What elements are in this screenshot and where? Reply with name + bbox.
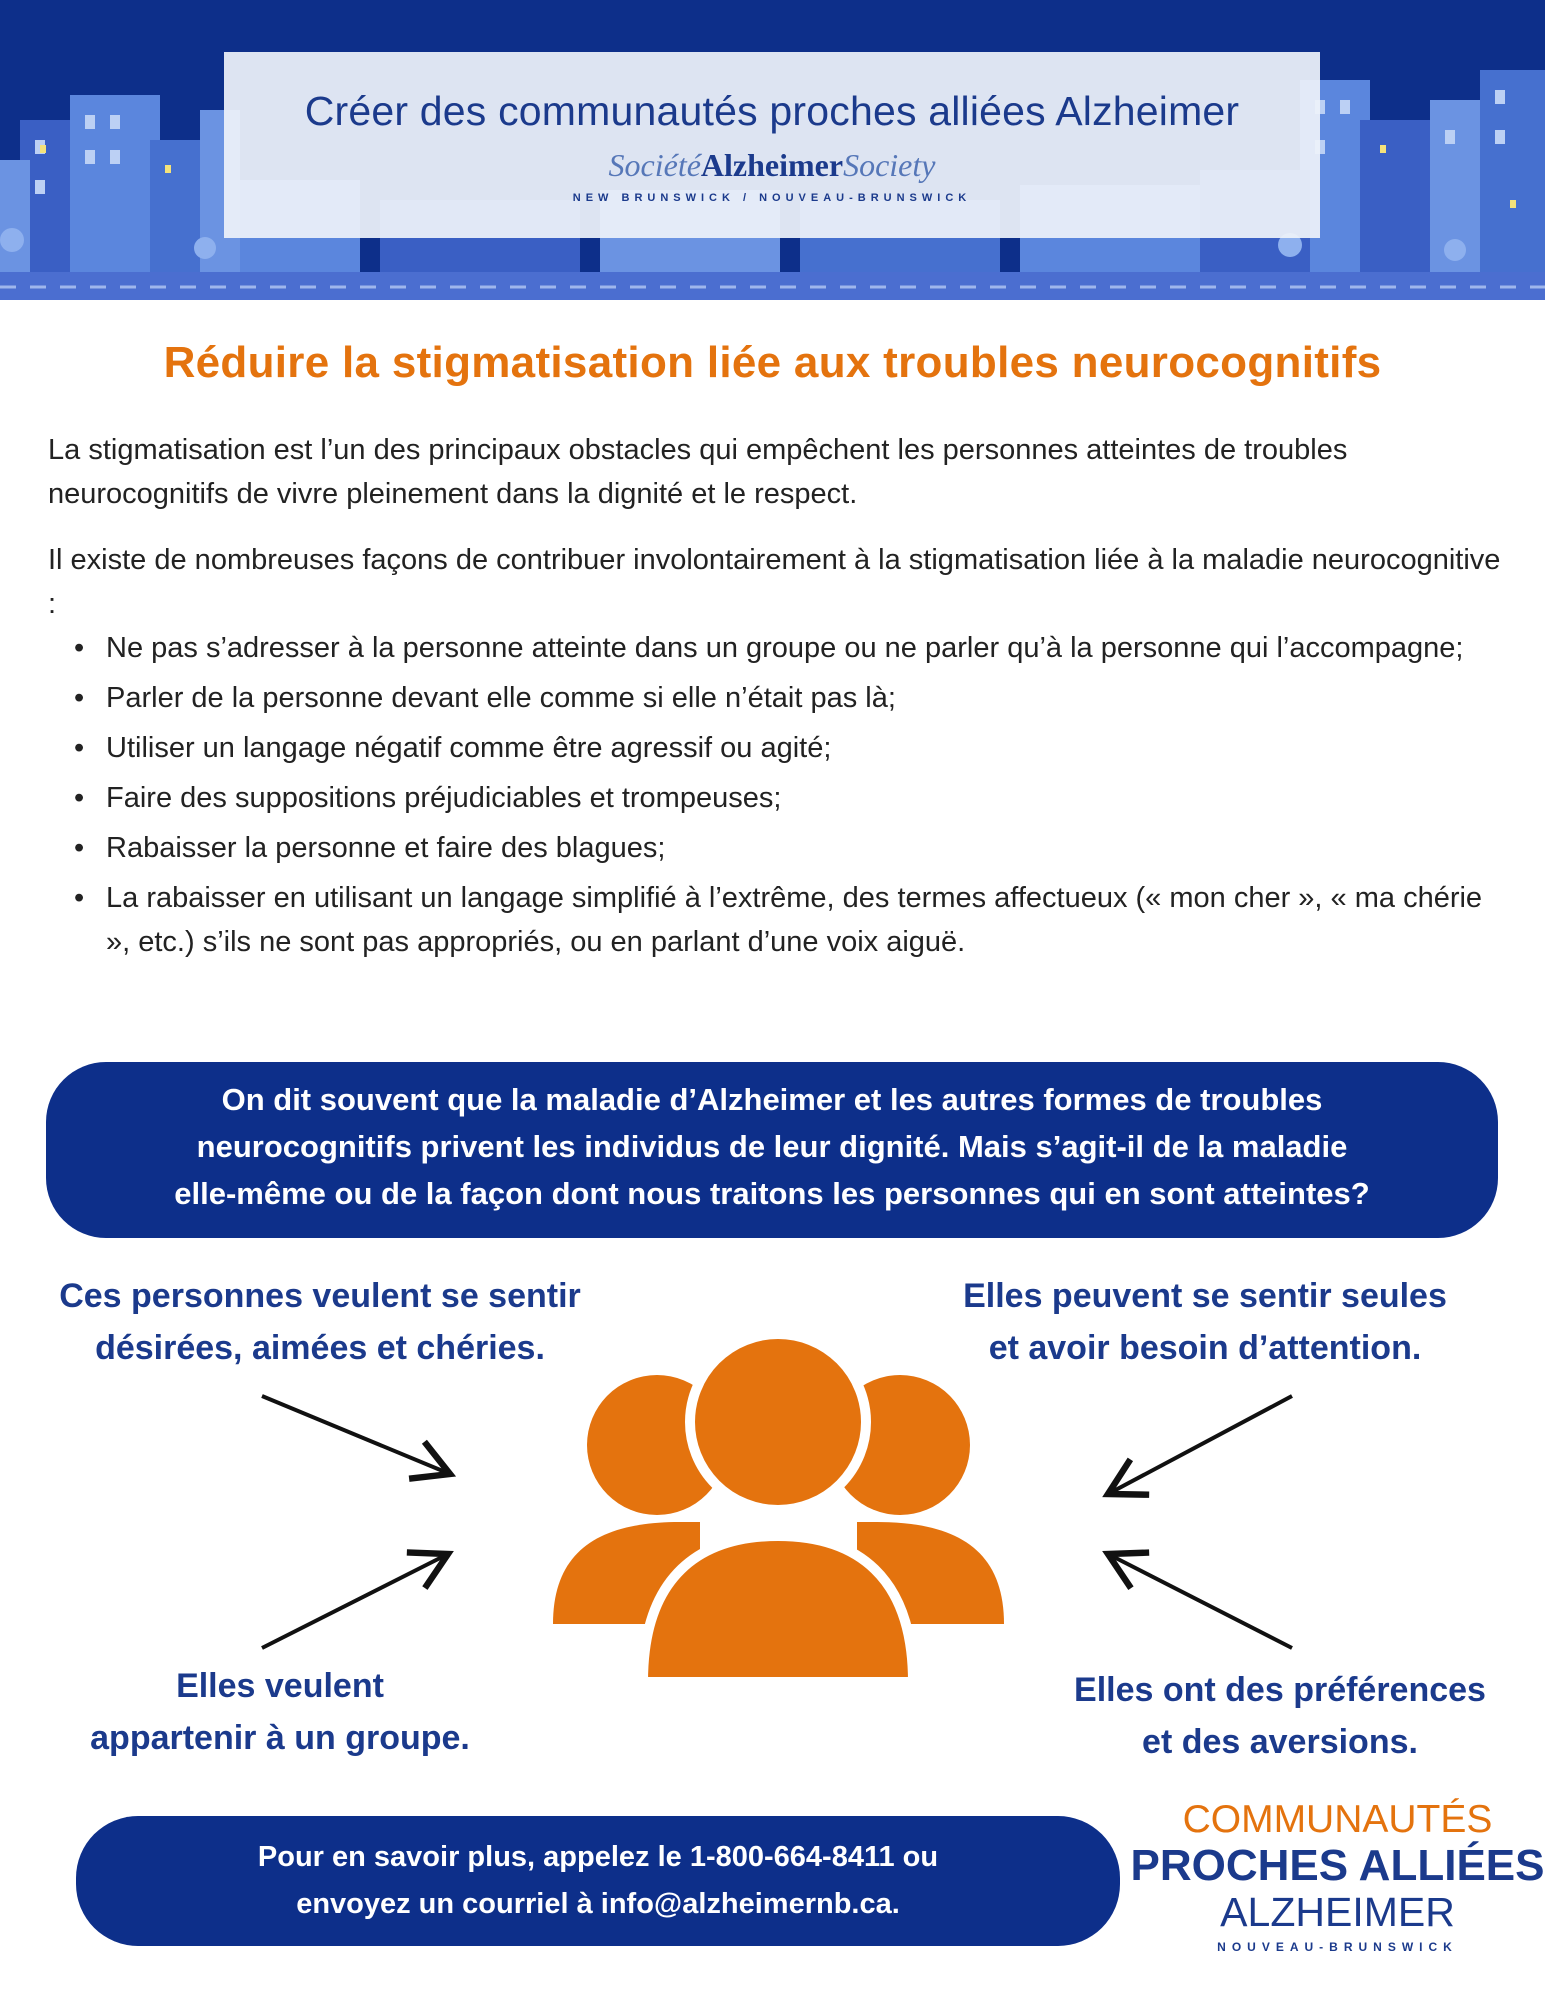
society-logo — [224, 147, 1320, 184]
contact-line: Pour en savoir plus, appelez le 1-800-664-8411 ou — [257, 1841, 939, 1873]
list-item: • Faire des suppositions préjudiciables et trompeuses; — [106, 776, 1508, 820]
stigma-list — [48, 626, 1508, 964]
list-item: • Utiliser un langage négatif comme être agressif ou agité; — [106, 726, 1508, 770]
list-item: • Parler de la personne devant elle comme si elle n’était pas là; — [106, 676, 1508, 720]
list-item: • Ne pas s’adresser à la personne atteinte dans un groupe ou ne parler qu’à la personne qui l’accompagne; — [106, 626, 1508, 670]
need-label-line: Elles veulent — [176, 1667, 384, 1705]
need-label-line: et des aversions. — [1142, 1723, 1418, 1761]
society-logo-alzheimer: Alzheimer — [700, 147, 844, 183]
need-label-line: Elles peuvent se sentir seules — [963, 1277, 1447, 1315]
list-item: • Rabaisser la personne et faire des blagues; — [106, 826, 1508, 870]
society-logo-societe: Société — [608, 147, 701, 183]
arrow-top-left — [262, 1396, 450, 1474]
need-label-line: et avoir besoin d’attention. — [988, 1329, 1422, 1367]
people-group-icon — [553, 1334, 1004, 1682]
arrow-bottom-left — [262, 1554, 448, 1648]
dignity-quote-box — [46, 1062, 1498, 1238]
intro-section — [48, 428, 1508, 970]
contact-line: envoyez un courriel à info@alzheimernb.ca. — [296, 1888, 900, 1920]
header-banner — [0, 0, 1545, 300]
banner-title-box — [224, 52, 1320, 238]
need-label-line: Ces personnes veulent se sentir — [59, 1277, 581, 1315]
contact-box — [76, 1816, 1120, 1946]
logo-line-3: ALZHEIMER — [1220, 1889, 1455, 1935]
page-heading: Réduire la stigmatisation liée aux troubles neurocognitifs — [163, 338, 1382, 387]
arrow-bottom-right — [1108, 1554, 1292, 1648]
arrow-top-right — [1108, 1396, 1292, 1494]
dementia-friendly-logo — [1130, 1798, 1545, 1954]
list-item: • La rabaisser en utilisant un langage simplifié à l’extrême, des termes affectueux (« mon cher », « ma chérie », etc.) s’ils ne sont pas appropriés, ou en parlant d’une voix aiguë. — [106, 876, 1508, 964]
intro-paragraph-1: La stigmatisation est l’un des principaux obstacles qui empêchent les personnes atteintes de troubles neurocognitifs de vivre pleinement dans la dignité et le respect. — [48, 434, 1348, 510]
logo-line-4: NOUVEAU-BRUNSWICK — [1217, 1940, 1458, 1954]
quote-line: On dit souvent que la maladie d’Alzheimer et les autres formes de troubles — [221, 1082, 1323, 1117]
need-label-line: Elles ont des préférences — [1074, 1671, 1486, 1709]
society-logo-region: NEW BRUNSWICK / NOUVEAU-BRUNSWICK — [572, 192, 972, 204]
need-label-line: désirées, aimées et chéries. — [95, 1329, 545, 1367]
need-label-line: appartenir à un groupe. — [90, 1719, 470, 1757]
needs-diagram — [0, 1330, 1545, 1750]
quote-line: neurocognitifs privent les individus de leur dignité. Mais s’agit-il de la maladie — [196, 1129, 1348, 1164]
logo-line-2: PROCHES ALLIÉES — [1130, 1841, 1545, 1890]
society-logo-society: Society — [843, 147, 936, 183]
quote-line: elle-même ou de la façon dont nous traitons les personnes qui en sont atteintes? — [174, 1176, 1370, 1211]
logo-line-1: COMMUNAUTÉS — [1182, 1798, 1493, 1841]
banner-title: Créer des communautés proches alliées Alzheimer — [304, 88, 1240, 134]
intro-paragraph-2: Il existe de nombreuses façons de contribuer involontairement à la stigmatisation liée à la maladie neurocognitive : — [48, 544, 1501, 620]
